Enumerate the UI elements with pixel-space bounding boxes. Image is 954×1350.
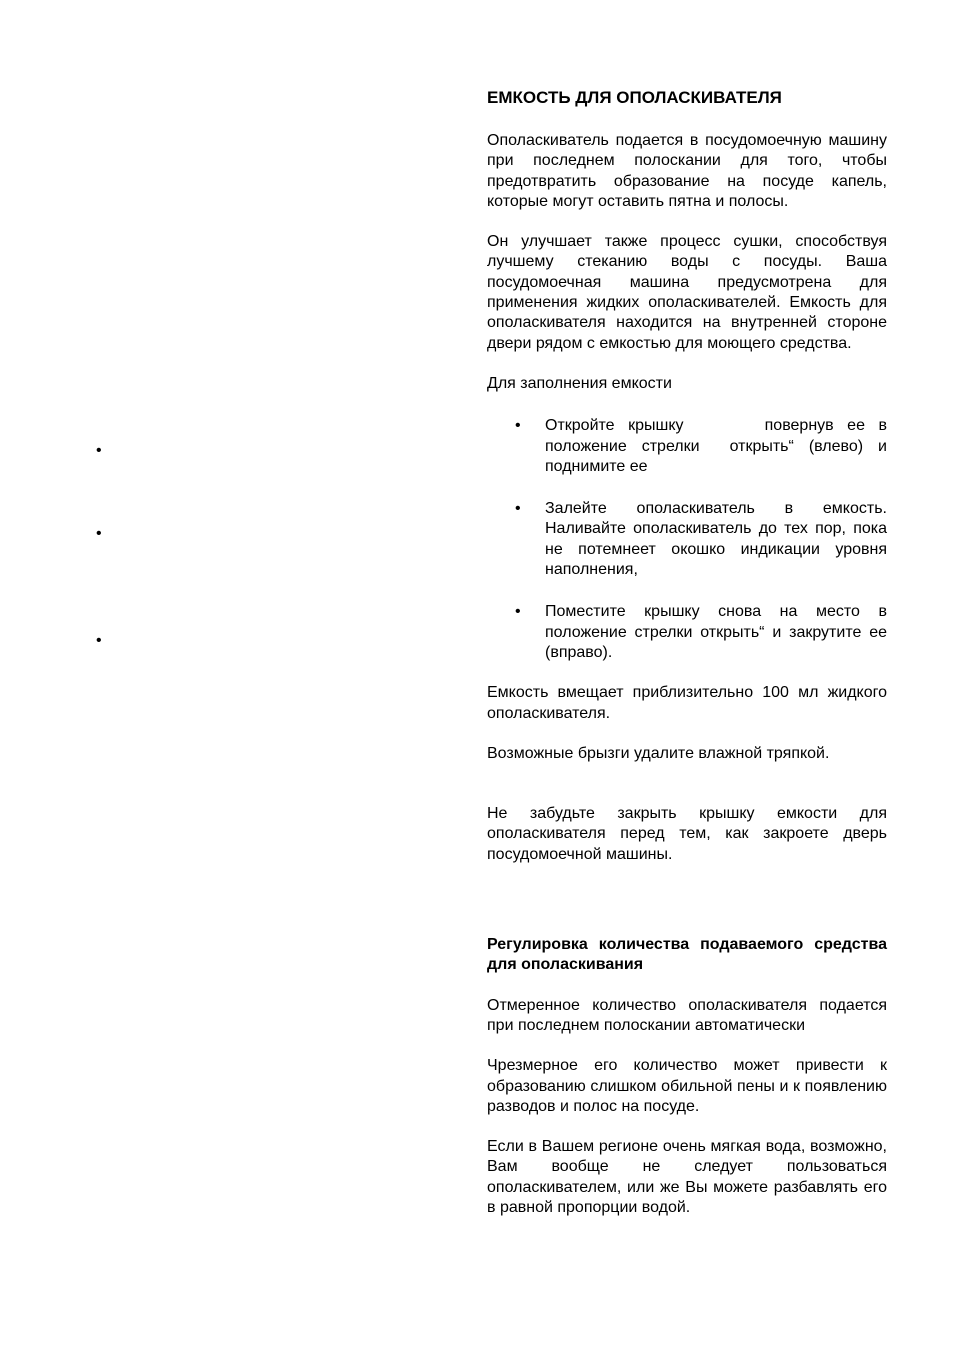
text-column [487, 87, 892, 1238]
step-text: Откройте крышку повернув ее в положение стрелки открыть“ (влево) и поднимите ее [545, 417, 892, 475]
list-item [487, 499, 887, 580]
bullet-icon: • [515, 603, 521, 621]
bullet-icon: • [515, 417, 521, 435]
margin-bullet-3: • [96, 632, 102, 649]
reminder-paragraph: Не забудьте закрыть крышку емкости для ополаскивателя перед тем, как закроете дверь посудомоечной машины. [487, 805, 887, 863]
adjustment-heading: Регулировка количества подаваемого средства для ополаскивания [487, 936, 887, 974]
splashes-paragraph: Возможные брызги удалите влажной тряпкой. [487, 744, 830, 762]
spacer [487, 784, 887, 804]
capacity-paragraph: Емкость вмещает приблизительно 100 мл жидкого ополаскивателя. [487, 684, 887, 722]
margin-bullet-2: • [96, 525, 102, 542]
step-text: Залейте ополаскиватель в емкость. Наливайте ополаскиватель до тех пор, пока не потемнеет окошко индикации уровня наполнения, [545, 500, 887, 579]
adjustment-paragraph-1: Отмеренное количество ополаскивателя подается при последнем полоскании автоматически [487, 996, 887, 1034]
adjustment-paragraph-3: Если в Вашем регионе очень мягкая вода, возможно, Вам вообще не следует пользоваться ополаскивателем, или же Вы можете разбавлять его в равной пропорции водой. [487, 1138, 887, 1216]
list-item [487, 602, 887, 663]
step-text: Поместите крышку снова на место в положение стрелки открыть“ и закрутите ее (вправо). [545, 603, 887, 661]
intro-paragraph-2: Он улучшает также процесс сушки, способствуя лучшему стеканию воды с посуды. Ваша посудомоечная машина предусмотрена для применения жидких ополаскивателей. Емкость для ополаскивателя находится на внутренней стороне двери рядом с емкостью для моющего средства. [487, 233, 887, 352]
bullet-icon: • [515, 500, 521, 518]
spacer [487, 885, 887, 935]
intro-paragraph-1: Ополаскиватель подается в посудомоечную машину при последнем полоскании для того, чтобы предотвратить образование на посуде капель, которые могут оставить пятна и полосы. [487, 132, 887, 210]
margin-bullet-1: • [96, 442, 102, 459]
section-title: ЕМКОСТЬ ДЛЯ ОПОЛАСКИВАТЕЛЯ [487, 88, 782, 107]
adjustment-paragraph-2: Чрезмерное его количество может привести к образованию слишком обильной пены и к появлению разводов и полос на посуде. [487, 1057, 887, 1115]
fill-lead-paragraph: Для заполнения емкости [487, 374, 672, 392]
list-item [487, 416, 892, 477]
fill-steps-list [487, 416, 892, 663]
